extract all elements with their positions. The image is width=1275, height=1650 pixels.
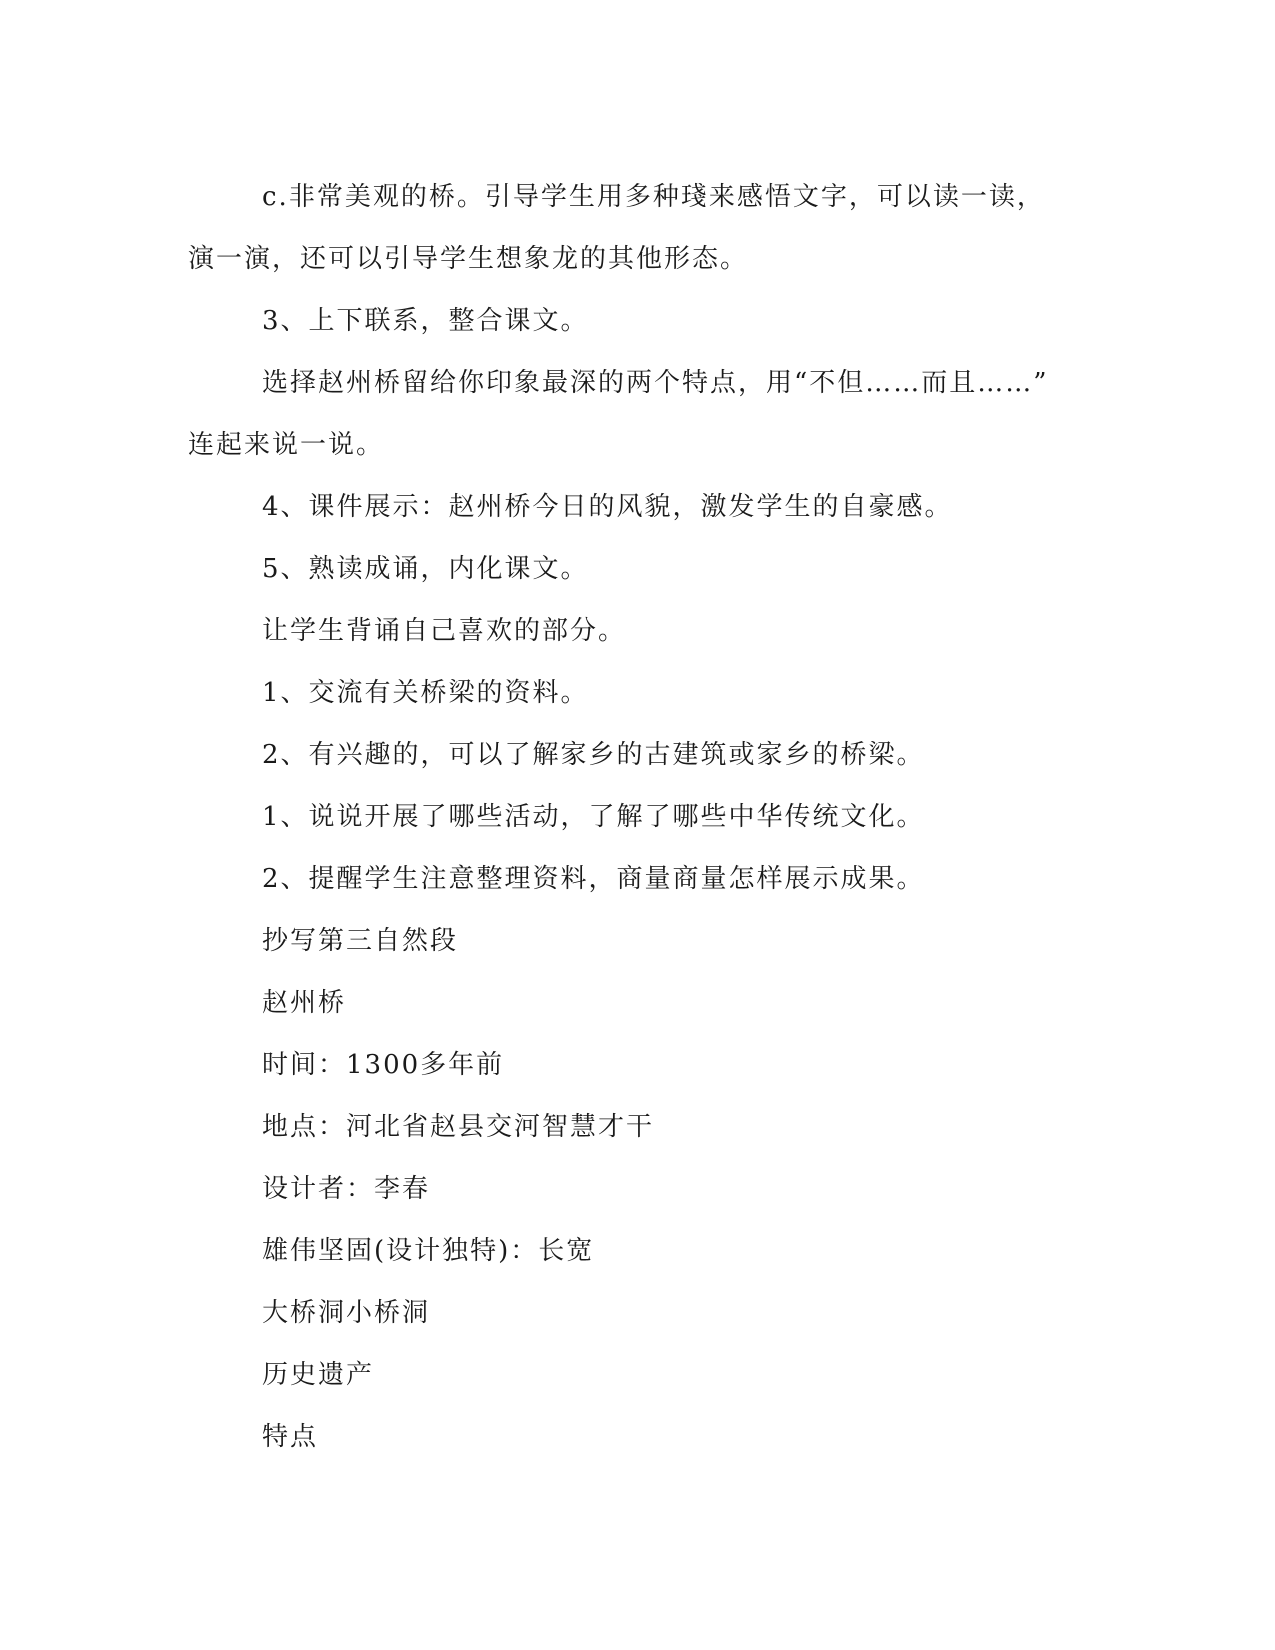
outline-item: 时间：1300多年前 bbox=[262, 1050, 505, 1080]
paragraph-line: 让学生背诵自己喜欢的部分。 bbox=[262, 616, 627, 646]
paragraph-line: 2、提醒学生注意整理资料，商量商量怎样展示成果。 bbox=[262, 864, 925, 894]
paragraph-line: 1、说说开展了哪些活动，了解了哪些中华传统文化。 bbox=[262, 802, 925, 832]
outline-item: 地点：河北省赵县交河智慧才干 bbox=[262, 1112, 655, 1142]
paragraph-line: 3、上下联系，整合课文。 bbox=[262, 306, 589, 336]
outline-item: 特点 bbox=[262, 1422, 319, 1452]
outline-title: 赵州桥 bbox=[262, 988, 347, 1018]
paragraph-line: 选择赵州桥留给你印象最深的两个特点，用“不但……而且……” bbox=[262, 368, 1049, 398]
outline-item: 大桥洞小桥洞 bbox=[262, 1298, 431, 1328]
paragraph-line: 演一演，还可以引导学生想象龙的其他形态。 bbox=[188, 244, 749, 274]
paragraph-line: 1、交流有关桥梁的资料。 bbox=[262, 678, 589, 708]
paragraph-line: 抄写第三自然段 bbox=[262, 926, 459, 956]
paragraph-line: c.非常美观的桥。引导学生用多种琖来感悟文字，可以读一读， bbox=[262, 182, 1045, 212]
paragraph-line: 连起来说一说。 bbox=[188, 430, 385, 460]
outline-item: 历史遗产 bbox=[262, 1360, 375, 1390]
paragraph-line: 4、课件展示：赵州桥今日的风貌，激发学生的自豪感。 bbox=[262, 492, 953, 522]
paragraph-line: 2、有兴趣的，可以了解家乡的古建筑或家乡的桥梁。 bbox=[262, 740, 925, 770]
outline-item: 雄伟坚固(设计独特)：长宽 bbox=[262, 1236, 595, 1266]
outline-item: 设计者：李春 bbox=[262, 1174, 431, 1204]
document-body bbox=[188, 166, 1088, 1468]
paragraph-line: 5、熟读成诵，内化课文。 bbox=[262, 554, 589, 584]
